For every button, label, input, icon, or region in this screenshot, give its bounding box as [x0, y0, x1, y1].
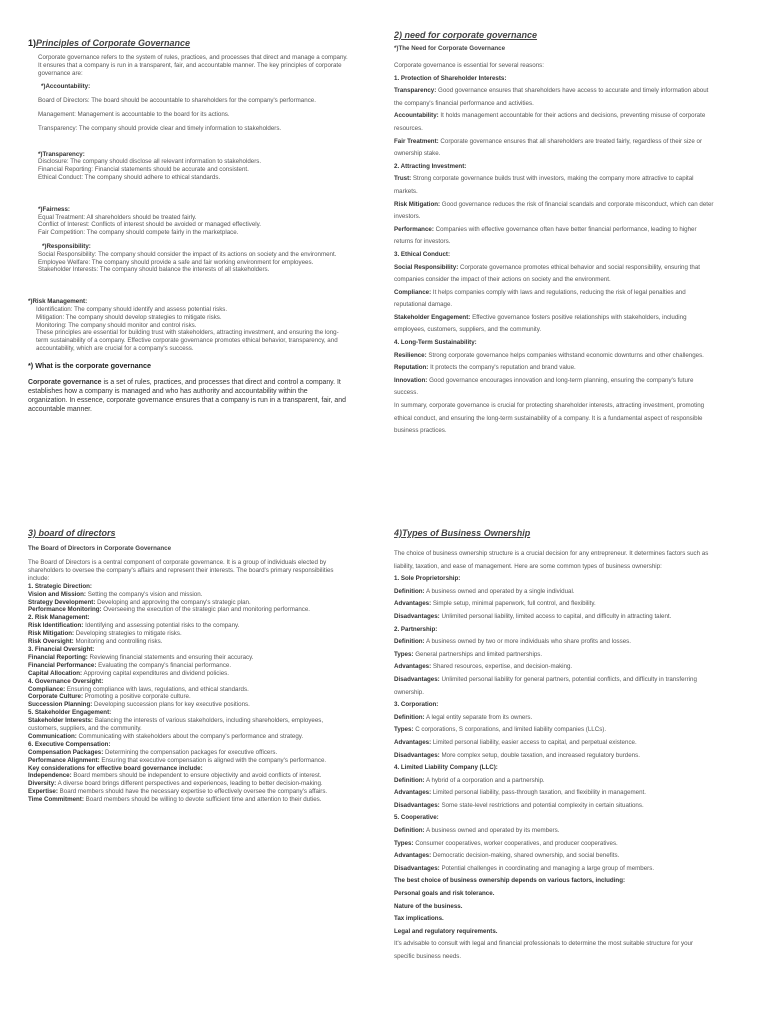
item-label: Stakeholder Interests: — [28, 717, 93, 725]
section-title — [394, 528, 714, 538]
item-label: Performance: — [394, 225, 434, 233]
list-item — [394, 724, 714, 737]
item-label: Definition: — [394, 713, 425, 721]
text-line: Ethical Conduct: The company should adhere to ethical standards. — [38, 173, 221, 181]
item-text: Developing and approving the company's strategic plan. — [95, 598, 251, 606]
item-text: A hybrid of a corporation and a partnership. — [424, 776, 545, 784]
list-item — [394, 262, 714, 287]
list-item — [394, 737, 714, 750]
list-item — [28, 646, 346, 654]
subheading-responsibility: *)Responsibility: — [42, 242, 91, 250]
list-item — [394, 375, 714, 400]
item-label: Definition: — [394, 827, 425, 835]
list-item — [28, 772, 346, 780]
paragraph-intro: Corporate governance refers to the system of rules, practices, and processes that direct and manage a company. It ensures that a company is run in a transparent, fair, and accountable manner. The key principles of corporate governance are: — [38, 54, 348, 77]
list-item — [394, 598, 714, 611]
item-label: Innovation: — [394, 376, 428, 384]
item-label: 4. Governance Oversight: — [28, 677, 104, 685]
item-label: Risk Mitigation: — [394, 200, 441, 208]
item-label: Types: — [394, 650, 414, 658]
text-line: Monitoring: The company should monitor and control risks. — [36, 321, 197, 329]
item-label: Performance Alignment: — [28, 756, 100, 764]
list-item — [28, 662, 346, 670]
text-line: Disclosure: The company should disclose all relevant information to stakeholders. — [38, 158, 262, 166]
item-label: The best choice of business ownership depends on various factors, including: — [394, 877, 626, 885]
item-label: Strategy Development: — [28, 598, 96, 606]
list-item — [394, 863, 714, 876]
item-text: Strong corporate governance builds trust with investors, making the company more attractive to capital markets. — [394, 175, 694, 195]
list-item — [394, 161, 714, 174]
list-item — [28, 788, 346, 796]
item-text: Corporate governance promotes ethical behavior and social responsibility, ensuring that companies consider the impact of their actions on society and the environment. — [394, 263, 700, 284]
item-text: Effective governance fosters positive relationships with stakeholders, including employees, customers, suppliers, and the community. — [394, 313, 687, 334]
item-label: Time Commitment: — [28, 796, 84, 804]
item-label: Key considerations for effective board governance include: — [28, 764, 203, 772]
item-label: Expertise: — [28, 788, 58, 796]
item-text: A business owned and operated by its members. — [424, 827, 560, 835]
item-label: Capital Allocation: — [28, 669, 83, 677]
item-text: Board members should have the necessary expertise to effectively oversee the company's affairs. — [57, 788, 328, 796]
item-text: Promoting a positive corporate culture. — [83, 693, 191, 701]
item-text: Consumer cooperatives, worker cooperatives, and producer cooperatives. — [413, 839, 618, 847]
item-label: Fair Treatment: — [394, 137, 439, 145]
list-item — [394, 110, 714, 135]
subheading-transparency: *)Transparency: — [38, 150, 85, 158]
item-text: A diverse board brings different perspectives and experiences, leading to better decision-making. — [56, 780, 323, 788]
item-label: Independence: — [28, 772, 72, 780]
item-label: 4. Long-Term Sustainability: — [394, 339, 477, 347]
item-label: Performance Monitoring: — [28, 606, 102, 614]
item-label: Compliance: — [28, 685, 66, 693]
item-label: Types: — [394, 726, 414, 734]
list-item — [394, 224, 714, 249]
item-text: Reviewing financial statements and ensuring their accuracy. — [87, 653, 254, 661]
item-label: 4. Limited Liability Company (LLC): — [394, 764, 498, 772]
list-item — [28, 678, 346, 686]
item-label: Types: — [394, 839, 414, 847]
item-text: It holds management accountable for their actions and decisions, preventing misuse of corporate resources. — [394, 112, 706, 132]
ownership-list — [394, 573, 714, 938]
list-item — [28, 757, 346, 765]
text-line: Social Responsibility: The company should consider the impact of its actions on society and the environment. — [38, 250, 337, 258]
list-item — [394, 750, 714, 763]
item-label: Legal and regulatory requirements. — [394, 927, 498, 935]
item-label: Disadvantages: — [394, 675, 440, 683]
item-label: Financial Performance: — [28, 661, 97, 669]
list-item — [28, 638, 346, 646]
text-line: Board of Directors: The board should be accountable to shareholders for the company's performance. — [38, 97, 316, 105]
item-text: Unlimited personal liability for general partners, potential conflicts, and difficulty in transferring ownership. — [394, 675, 697, 696]
list-item — [394, 850, 714, 863]
list-item — [394, 800, 714, 813]
item-text: Ensuring that executive compensation is aligned with the company's performance. — [99, 756, 327, 764]
item-text: Unlimited personal liability, limited access to capital, and difficulty in attracting talent. — [439, 612, 672, 620]
list-item — [28, 701, 346, 709]
item-text: Board members should be willing to devote sufficient time and attention to their duties. — [83, 796, 322, 804]
item-label: Personal goals and risk tolerance. — [394, 890, 495, 898]
text-line: Fair Competition: The company should compete fairly in the marketplace. — [38, 229, 239, 237]
item-label: 2. Risk Management: — [28, 614, 90, 622]
item-label: Compensation Packages: — [28, 748, 104, 756]
item-text: Monitoring and controlling risks. — [73, 638, 163, 646]
list-item — [394, 712, 714, 725]
list-item — [394, 312, 714, 337]
list-item — [394, 875, 714, 888]
list-item — [28, 796, 346, 804]
paragraph-closing: It's advisable to consult with legal and financial professionals to determine the most suitable structure for your specific business needs. — [394, 940, 694, 960]
item-label: Compliance: — [394, 288, 432, 296]
list-item — [28, 709, 346, 717]
item-label: Communication: — [28, 732, 77, 740]
board-list — [28, 583, 346, 804]
list-item — [394, 611, 714, 624]
item-label: Tax implications. — [394, 915, 444, 923]
item-label: Advantages: — [394, 738, 432, 746]
list-item — [394, 913, 714, 926]
item-text: General partnerships and limited partnerships. — [413, 650, 543, 658]
item-label: 5. Cooperative: — [394, 814, 439, 822]
item-text: Limited personal liability, easier access to capital, and perpetual existence. — [431, 738, 637, 746]
list-item — [28, 670, 346, 678]
list-item — [28, 693, 346, 701]
item-label: Advantages: — [394, 663, 432, 671]
section-heading: 4)Types of Business Ownership — [394, 528, 531, 538]
need-list — [394, 73, 714, 400]
item-label: Reputation: — [394, 364, 429, 372]
text-line: Employee Welfare: The company should provide a safe and fair working environment for employees. — [38, 258, 314, 266]
list-item — [394, 350, 714, 363]
section-heading: Principles of Corporate Governance — [36, 38, 191, 48]
section-board — [28, 528, 346, 948]
item-label: 1. Sole Proprietorship: — [394, 575, 461, 583]
list-item — [394, 362, 714, 375]
item-text: A business owned and operated by a single individual. — [424, 587, 575, 595]
list-item — [28, 686, 346, 694]
list-item — [28, 599, 346, 607]
list-item — [28, 733, 346, 741]
item-label: Definition: — [394, 587, 425, 595]
list-item — [28, 741, 346, 749]
list-item — [394, 624, 714, 637]
item-text: Setting the company's vision and mission. — [86, 590, 203, 598]
item-label: Definition: — [394, 638, 425, 646]
list-item — [394, 173, 714, 198]
item-text: Identifying and assessing potential risks to the company. — [83, 622, 240, 630]
list-item — [394, 287, 714, 312]
item-text: Overseeing the execution of the strategic plan and monitoring performance. — [101, 606, 311, 614]
item-label: 6. Executive Compensation: — [28, 740, 111, 748]
list-item — [394, 888, 714, 901]
item-text: Board members should be independent to ensure objectivity and avoid conflicts of interest. — [71, 772, 322, 780]
list-item — [394, 787, 714, 800]
subheading-risk: *)Risk Management: — [28, 298, 88, 306]
item-label: Accountability: — [394, 112, 439, 120]
item-text: Companies with effective governance often have better financial performance, leading to higher returns for investors. — [394, 225, 697, 246]
list-item — [28, 630, 346, 638]
list-item — [394, 762, 714, 775]
list-item — [394, 136, 714, 161]
item-text: Potential challenges in coordinating and managing a large group of members. — [439, 864, 655, 872]
section-number: 1) — [28, 38, 37, 48]
subheading-accountability: *)Accountability: — [41, 83, 91, 91]
item-text: Some state-level restrictions and potential complexity in certain situations. — [439, 801, 644, 809]
paragraph-definition — [28, 378, 348, 415]
list-item — [394, 661, 714, 674]
list-item — [394, 586, 714, 599]
list-item — [28, 606, 346, 614]
text-line: Equal Treatment: All shareholders should be treated fairly. — [38, 213, 197, 221]
item-text: Corporate governance ensures that all shareholders are treated fairly, regardless of their size or ownership stake. — [394, 137, 703, 158]
list-item — [394, 573, 714, 586]
item-text: A business owned by two or more individuals who share profits and losses. — [424, 638, 631, 646]
subheading: The Board of Directors in Corporate Governance — [28, 545, 172, 552]
item-label: Nature of the business. — [394, 902, 463, 910]
item-label: Succession Planning: — [28, 701, 93, 709]
list-item — [394, 649, 714, 662]
list-item — [394, 699, 714, 712]
list-item — [394, 775, 714, 788]
item-text: Limited personal liability, pass-through taxation, and flexibility in management. — [431, 789, 646, 797]
item-text: Good governance reduces the risk of financial scandals and corporate misconduct, which can deter investors. — [394, 200, 714, 221]
term: Corporate governance — [28, 378, 102, 386]
item-text: Shared resources, expertise, and decision-making. — [431, 663, 573, 671]
item-label: 3. Ethical Conduct: — [394, 250, 451, 258]
subheading-fairness: *)Fairness: — [38, 205, 70, 213]
list-item — [394, 337, 714, 350]
item-label: Financial Reporting: — [28, 653, 88, 661]
list-item — [394, 812, 714, 825]
section-ownership — [394, 528, 714, 990]
item-label: Definition: — [394, 776, 425, 784]
list-item — [28, 765, 346, 773]
subheading-what-is: *) What is the corporate governance — [28, 360, 152, 370]
list-item — [394, 825, 714, 838]
list-item — [28, 591, 346, 599]
definition-text: is a set of rules, practices, and processes that direct and control a company. It establishes how a company is managed and who has authority and accountability within the organization. In essence, corporate governance ensures that a company is run in a transparent, fair, and accountable manner. — [28, 378, 346, 414]
text-line: Mitigation: The company should develop strategies to mitigate risks. — [36, 313, 222, 321]
list-item — [394, 901, 714, 914]
list-item — [394, 85, 714, 110]
text-line: Management: Management is accountable to the board for its actions. — [38, 110, 230, 118]
item-label: 1. Protection of Shareholder Interests: — [394, 74, 507, 82]
list-item — [394, 838, 714, 851]
item-text: Balancing the interests of various stakeholders, including shareholders, employees, customers, suppliers, and the community. — [28, 717, 324, 733]
item-label: 2. Attracting Investment: — [394, 162, 467, 170]
item-text: C corporations, S corporations, and limited liability companies (LLCs). — [413, 726, 607, 734]
list-item — [28, 717, 346, 733]
text-line: Identification: The company should identify and assess potential risks. — [36, 305, 228, 313]
item-text: Simple setup, minimal paperwork, full control, and flexibility. — [431, 600, 596, 608]
item-label: Diversity: — [28, 780, 57, 788]
item-text: A legal entity separate from its owners. — [424, 713, 533, 721]
paragraph-closing: These principles are essential for building trust with stakeholders, attracting investment, and ensuring the long-term sustainability of a company. Effective corporate governance promotes ethical behavior, transparency, and accountability, which are crucial for a company's success. — [36, 329, 339, 352]
list-item — [394, 199, 714, 224]
item-text: Determining the compensation packages for executive officers. — [103, 748, 278, 756]
list-item — [394, 249, 714, 262]
list-item — [394, 73, 714, 86]
item-label: Risk Oversight: — [28, 638, 74, 646]
item-label: Advantages: — [394, 600, 432, 608]
item-text: Ensuring compliance with laws, regulations, and ethical standards. — [65, 685, 249, 693]
item-label: Disadvantages: — [394, 801, 440, 809]
text-line: Financial Reporting: Financial statements should be accurate and consistent. — [38, 166, 249, 174]
subheading: *)The Need for Corporate Governance — [394, 45, 506, 52]
item-text: Strong corporate governance helps companies withstand economic downturns and other challenges. — [426, 351, 704, 359]
item-label: Trust: — [394, 175, 412, 183]
item-label: Risk Mitigation: — [28, 630, 75, 638]
section-title — [394, 30, 714, 40]
item-label: Risk Identification: — [28, 622, 84, 630]
text-line: Conflict of Interest: Conflicts of interest should be avoided or managed effectively. — [38, 221, 261, 229]
section-title — [28, 38, 348, 48]
list-item — [28, 654, 346, 662]
item-text: More complex setup, double taxation, and increased regulatory burdens. — [439, 751, 640, 759]
list-item — [28, 583, 346, 591]
item-label: 3. Financial Oversight: — [28, 645, 95, 653]
item-text: It protects the company's reputation and brand value. — [428, 364, 576, 372]
list-item — [28, 780, 346, 788]
item-text: Developing succession plans for key executive positions. — [92, 701, 250, 709]
item-label: Disadvantages: — [394, 751, 440, 759]
paragraph-intro: Corporate governance is essential for several reasons: — [394, 62, 544, 69]
item-label: 2. Partnership: — [394, 625, 438, 633]
section-need — [394, 30, 714, 490]
list-item — [394, 674, 714, 699]
paragraph-intro: The choice of business ownership structure is a crucial decision for any entrepreneur. It determines factors such as liability, taxation, and ease of management. Here are some common types of business ownership: — [394, 550, 709, 570]
paragraph-intro: The Board of Directors is a central component of corporate governance. It is a group of individuals elected by shareholders to oversee the company's affairs and represent their interests. The board's primary responsibilities include: — [28, 559, 334, 582]
item-label: 5. Stakeholder Engagement: — [28, 709, 112, 717]
item-text: Developing strategies to mitigate risks. — [74, 630, 182, 638]
item-label: Disadvantages: — [394, 864, 440, 872]
item-label: 3. Corporation: — [394, 701, 439, 709]
section-heading: 2) need for corporate governance — [394, 30, 538, 40]
item-label: Advantages: — [394, 789, 432, 797]
item-label: Corporate Culture: — [28, 693, 84, 701]
paragraph-summary: In summary, corporate governance is crucial for protecting shareholder interests, attracting investment, promoting ethical conduct, and ensuring the long-term sustainability of a company. It is a fundamental aspect of responsible business practices. — [394, 402, 705, 435]
item-text: Communicating with stakeholders about the company's performance and strategy. — [76, 732, 304, 740]
item-label: Social Responsibility: — [394, 263, 459, 271]
section-principles — [28, 38, 348, 508]
item-label: Advantages: — [394, 852, 432, 860]
item-text: Good governance ensures that shareholders have access to accurate and timely information about the company's financial performance and activities. — [394, 87, 709, 107]
item-label: Disadvantages: — [394, 612, 440, 620]
item-text: Approving capital expenditures and dividend policies. — [82, 669, 229, 677]
list-item — [28, 749, 346, 757]
item-label: Stakeholder Engagement: — [394, 313, 471, 321]
text-line: Stakeholder Interests: The company should balance the interests of all stakeholders. — [38, 266, 270, 274]
list-item — [394, 636, 714, 649]
text-line: Transparency: The company should provide clear and timely information to stakeholders. — [38, 124, 282, 132]
list-item — [394, 926, 714, 939]
item-label: 1. Strategic Direction: — [28, 582, 92, 590]
item-text: It helps companies comply with laws and regulations, reducing the risk of legal penalties and reputational damage. — [394, 288, 686, 309]
item-label: Vision and Mission: — [28, 590, 86, 598]
item-text: Good governance encourages innovation and long-term planning, ensuring the company's future success. — [394, 376, 694, 397]
item-label: Transparency: — [394, 87, 437, 95]
section-title: 3) board of directors — [28, 528, 116, 538]
item-text: Evaluating the company's financial performance. — [96, 661, 232, 669]
item-label: Resilience: — [394, 351, 427, 359]
list-item — [28, 622, 346, 630]
list-item — [28, 614, 346, 622]
item-text: Democratic decision-making, shared ownership, and social benefits. — [431, 852, 620, 860]
